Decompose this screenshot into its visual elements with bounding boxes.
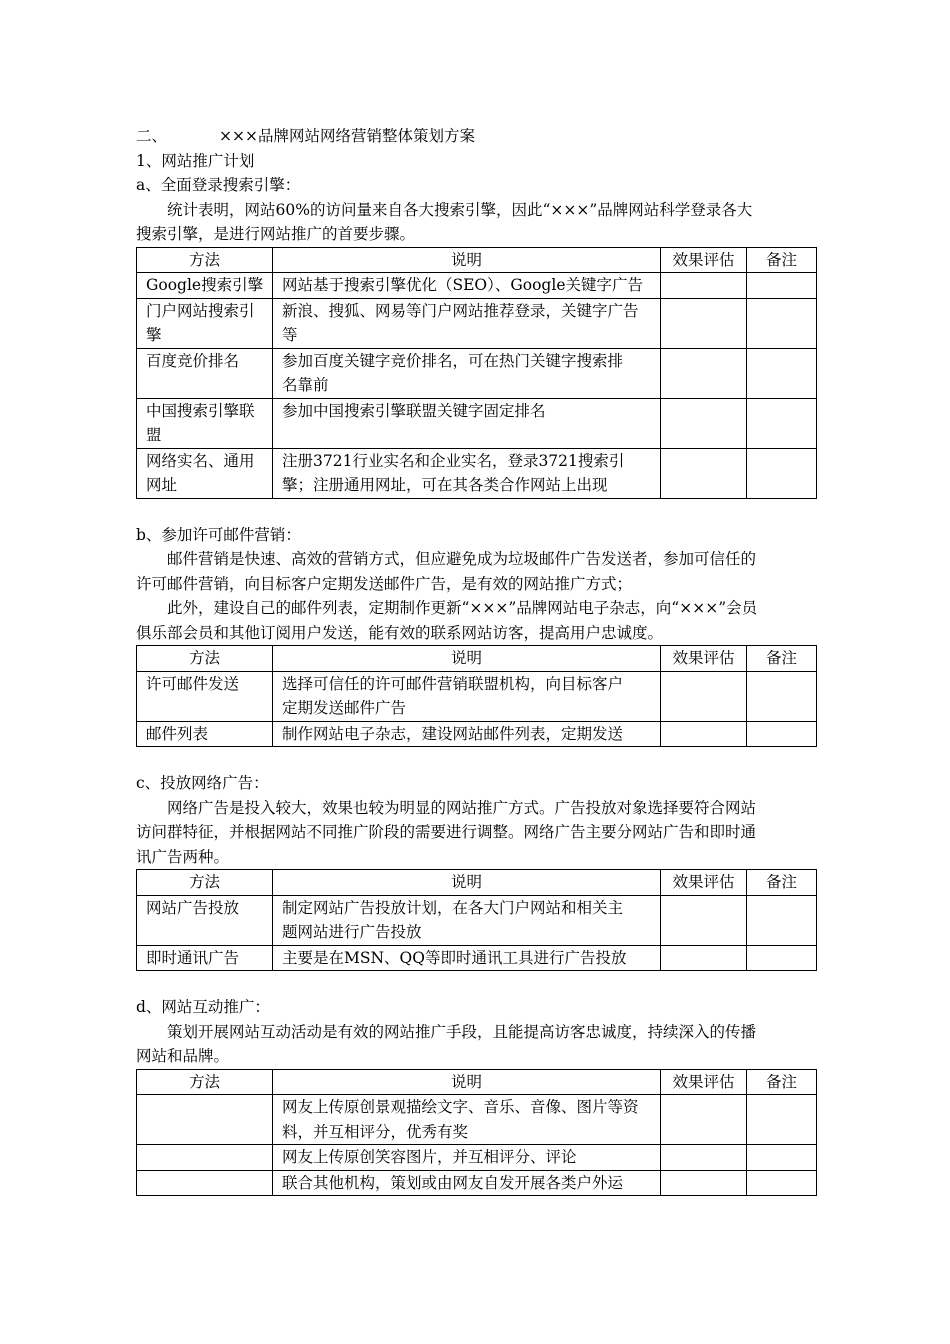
paragraph-line: 搜索引擎，是进行网站推广的首要步骤。 [136, 225, 416, 243]
table-row [137, 945, 817, 971]
description-cell-line: 等 [282, 326, 298, 344]
paragraph-line: 策划开展网站互动活动是有效的网站推广手段，且能提高访客忠诚度，持续深入的传播 [167, 1022, 757, 1041]
table-row [137, 721, 817, 747]
table-header-row [137, 870, 817, 896]
description-cell-line: 新浪、搜狐、网易等门户网站推荐登录，关键字广告 [282, 301, 639, 320]
method-cell [137, 398, 273, 448]
description-cell [273, 273, 661, 299]
paragraph-line: 网站和品牌。 [136, 1047, 230, 1065]
description-cell-line: 联合其他机构，策划或由网友自发开展各类户外运 [282, 1173, 624, 1192]
method-cell [137, 348, 273, 398]
description-cell-line: 擎；注册通用网址，可在其各类合作网站上出现 [282, 476, 608, 494]
note-cell [747, 895, 817, 945]
header-effect: 效果评估 [661, 646, 747, 672]
subsection-a-heading: a、全面登录搜索引擎： [136, 176, 301, 194]
method-cell [137, 945, 273, 971]
method-cell [137, 1095, 273, 1145]
table-b [136, 645, 817, 747]
method-cell [137, 298, 273, 348]
table-row [137, 1145, 817, 1171]
description-cell-line: 定期发送邮件广告 [282, 699, 407, 717]
description-cell-line: 选择可信任的许可邮件营销联盟机构，向目标客户 [282, 674, 624, 693]
effect-cell [661, 671, 747, 721]
description-cell-line: 名靠前 [282, 376, 329, 394]
effect-cell [661, 273, 747, 299]
paragraph-line: 讯广告两种。 [136, 847, 230, 866]
table-row [137, 273, 817, 299]
description-cell-line: 注册3721行业实名和企业实名，登录3721搜索引 [282, 451, 625, 470]
header-effect: 效果评估 [661, 870, 747, 896]
subsection-c-heading: c、投放网络广告： [136, 774, 269, 792]
description-cell [273, 1145, 661, 1171]
effect-cell [661, 1170, 747, 1196]
method-cell [137, 448, 273, 498]
method-cell-line: 网络实名、通用 [146, 451, 255, 470]
header-method: 方法 [137, 646, 273, 672]
method-cell [137, 671, 273, 721]
note-cell [747, 348, 817, 398]
document-title [136, 124, 816, 149]
effect-cell [661, 448, 747, 498]
method-cell-line: 邮件列表 [146, 724, 209, 743]
description-cell [273, 671, 661, 721]
note-cell [747, 671, 817, 721]
effect-cell [661, 398, 747, 448]
title-prefix: 二、 [136, 127, 168, 145]
table-row [137, 348, 817, 398]
description-cell-line: 料，并互相评分，优秀有奖 [282, 1122, 469, 1141]
effect-cell [661, 298, 747, 348]
method-cell-line: 许可邮件发送 [146, 674, 240, 693]
method-cell-line: 门户网站搜索引 [146, 301, 255, 320]
subsection-b-heading: b、参加许可邮件营销： [136, 525, 301, 544]
note-cell [747, 1095, 817, 1145]
subsection-d-heading: d、网站互动推广： [136, 998, 270, 1016]
table-a [136, 247, 817, 499]
table-row [137, 1095, 817, 1145]
effect-cell [661, 1095, 747, 1145]
header-effect: 效果评估 [661, 1069, 747, 1095]
note-cell [747, 448, 817, 498]
table-row [137, 398, 817, 448]
header-note: 备注 [747, 247, 817, 273]
method-cell-line: 擎 [146, 326, 162, 344]
effect-cell [661, 945, 747, 971]
table-row [137, 671, 817, 721]
section-heading: 1、网站推广计划 [136, 151, 255, 170]
title-text: ×××品牌网站网络营销整体策划方案 [219, 127, 475, 145]
method-cell-line: 盟 [146, 426, 162, 444]
table-row [137, 298, 817, 348]
header-description: 说明 [273, 646, 661, 672]
header-method: 方法 [137, 870, 273, 896]
method-cell-line: 中国搜索引擎联 [146, 401, 255, 420]
effect-cell [661, 1145, 747, 1171]
table-header-row [137, 247, 817, 273]
paragraph-line: 邮件营销是快速、高效的营销方式，但应避免成为垃圾邮件广告发送者，参加可信任的 [167, 550, 757, 568]
note-cell [747, 398, 817, 448]
description-cell-line: 参加百度关键字竞价排名，可在热门关键字搜索排 [282, 351, 624, 370]
method-cell [137, 1170, 273, 1196]
effect-cell [661, 721, 747, 747]
header-method: 方法 [137, 247, 273, 273]
note-cell [747, 721, 817, 747]
description-cell-line: 网友上传原创笑容图片，并互相评分、评论 [282, 1148, 577, 1166]
description-cell [273, 448, 661, 498]
description-cell-line: 题网站进行广告投放 [282, 923, 422, 941]
description-cell-line: 网站基于搜索引擎优化（SEO）、Google关键字广告 [282, 276, 643, 294]
method-cell-line: 网址 [146, 476, 178, 494]
table-header-row [137, 1069, 817, 1095]
header-effect: 效果评估 [661, 247, 747, 273]
paragraph-line: 网络广告是投入较大，效果也较为明显的网站推广方式。广告投放对象选择要符合网站 [167, 798, 757, 817]
description-cell [273, 348, 661, 398]
paragraph-line: 访问群特征，并根据网站不同推广阶段的需要进行调整。网络广告主要分网站广告和即时通 [136, 823, 757, 841]
method-cell [137, 273, 273, 299]
description-cell-line: 参加中国搜索引擎联盟关键字固定排名 [282, 401, 546, 420]
note-cell [747, 945, 817, 971]
header-note: 备注 [747, 870, 817, 896]
description-cell-line: 主要是在MSN、QQ等即时通讯工具进行广告投放 [282, 948, 627, 967]
note-cell [747, 1145, 817, 1171]
method-cell-line: 即时通讯广告 [146, 948, 240, 967]
description-cell-line: 网友上传原创景观描绘文字、音乐、音像、图片等资 [282, 1098, 639, 1116]
method-cell [137, 721, 273, 747]
paragraph-line: 统计表明，网站60%的访问量来自各大搜索引擎，因此“×××”品牌网站科学登录各大 [167, 200, 753, 219]
header-description: 说明 [273, 870, 661, 896]
table-row [137, 1170, 817, 1196]
description-cell [273, 895, 661, 945]
method-cell-line: 百度竞价排名 [146, 351, 240, 370]
method-cell-line: Google搜索引擎 [146, 276, 264, 294]
description-cell [273, 1170, 661, 1196]
table-c [136, 869, 817, 971]
description-cell [273, 721, 661, 747]
document-page [136, 124, 816, 1196]
method-cell [137, 1145, 273, 1171]
paragraph-line: 此外，建设自己的邮件列表，定期制作更新“×××”品牌网站电子杂志，向“×××”会员 [167, 599, 758, 617]
paragraph-line: 俱乐部会员和其他订阅用户发送，能有效的联系网站访客，提高用户忠诚度。 [136, 623, 664, 642]
method-cell-line: 网站广告投放 [146, 898, 240, 917]
description-cell [273, 398, 661, 448]
table-row [137, 448, 817, 498]
header-description: 说明 [273, 1069, 661, 1095]
table-row [137, 895, 817, 945]
header-description: 说明 [273, 247, 661, 273]
description-cell-line: 制定网站广告投放计划，在各大门户网站和相关主 [282, 898, 624, 917]
note-cell [747, 1170, 817, 1196]
description-cell [273, 945, 661, 971]
note-cell [747, 273, 817, 299]
description-cell [273, 1095, 661, 1145]
description-cell [273, 298, 661, 348]
effect-cell [661, 348, 747, 398]
method-cell [137, 895, 273, 945]
header-method: 方法 [137, 1069, 273, 1095]
effect-cell [661, 895, 747, 945]
description-cell-line: 制作网站电子杂志，建设网站邮件列表，定期发送 [282, 724, 624, 743]
paragraph-line: 许可邮件营销，向目标客户定期发送邮件广告，是有效的网站推广方式； [136, 574, 633, 593]
header-note: 备注 [747, 646, 817, 672]
header-note: 备注 [747, 1069, 817, 1095]
table-header-row [137, 646, 817, 672]
table-d [136, 1069, 817, 1197]
note-cell [747, 298, 817, 348]
